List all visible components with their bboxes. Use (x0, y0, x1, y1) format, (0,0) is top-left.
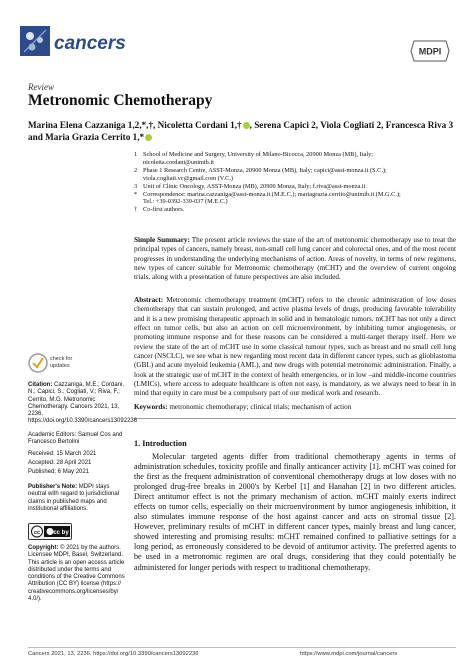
affiliation-text: Tel.: +39-0392-339-037 (M.E.C.) (143, 198, 228, 206)
affiliation-text: nicoletta.cordani@unimib.it (143, 158, 214, 166)
affiliation-number (134, 175, 143, 183)
publisher-note-text: MDPI stays neutral with regard to jurisdictional claims in published maps and institutional affiliations. (28, 484, 120, 512)
affiliation-text: Phase 1 Research Centre, ASST-Monza, 20900 Monza (MB), Italy; capici@asst-monza.it (S.C.); (143, 166, 387, 174)
mdpi-logo-icon (410, 40, 450, 62)
affiliation-row (134, 159, 454, 167)
journal-name: cancers (54, 33, 126, 54)
affiliation-number: 2 (134, 166, 138, 174)
publisher-note-label: Publisher's Note: (28, 484, 78, 490)
intro-paragraph (134, 452, 456, 573)
cc-by-icon (29, 524, 71, 539)
affiliation-row (134, 175, 454, 183)
abstract-text: Metronomic chemotherapy treatment (mCHT) refers to the chronic administration of low doses chemotherapy that can sustain prolonged, and active plasma levels of drugs, producing favorable tolerability and it is a new promising therapeutic approach in solid and in hematologic tumors. mCHT has not only a direct effect on tumor cells, but also an action on cell microenvironment, by inhibiting tumor angiogenesis, or promoting immune response and for these reasons can be considered a multi-target therapy itself. Here we review the state of the art of mCHT use in some classical tumour types, such as breast and no small cell lung cancer (NSCLC), we see what is new regarding most recent data in different cancer types, such as glioblastoma (GBL) and acute myeloid leukemia (AML), and new drugs with potential metronomic administration. Finally, a look at the strategic use of mCHT in the context of health emergencies, or in low –and middle-income countries (LMICs), where access to adequate healthcare is often not easy, is mandatory, as we always need to bear in in mind that equity in care must be a compulsory part of our medical work and research. (134, 296, 456, 398)
journal-logo-icon (20, 26, 50, 56)
authors-line-1: Marina Elena Cazzaniga 1,2,*,†, Nicoletta Cordani 1,† (28, 120, 242, 130)
affiliations (134, 151, 454, 214)
authors-line-1b: , Serena Capici 2, Viola Cogliati 2, Francesca Riva 3 (249, 120, 454, 130)
citation-text: Cazzaniga, M.E.; Cordani, N.; Capici, S.; Cogliati, V.; Riva, F.; Cerrito, M.G. Metronomic Chemotherapy. Cancers 2021, 13, 2236. https://doi.org/10.3390/cancers13092236 (28, 382, 138, 425)
affiliation-number: 3 (134, 182, 138, 190)
check-updates-label: check for updates (50, 356, 73, 369)
affiliation-row (134, 206, 454, 214)
copyright-text: © 2021 by the authors. Licensee MDPI, Basel, Switzerland. This article is an open access article distributed under the terms and conditions of the Creative Commons Attribution (CC BY) license (https:// creativecommons.org/licenses/by/ 4.0/). (28, 545, 125, 603)
affiliation-row (134, 183, 454, 191)
affiliation-row (134, 191, 454, 199)
abstract-label: Abstract: (134, 296, 164, 304)
affiliation-text: Unit of Clinic Oncology, ASST-Monza (MB), 20900 Monza, Italy; f.riva@asst-monza.it (143, 182, 366, 190)
received-date: Received: 15 March 2021 (28, 451, 97, 457)
affiliation-row (134, 167, 454, 175)
cc-by-text: cc by (53, 530, 69, 536)
academic-editors: Academic Editors: Samuel Cos and Francesco Bertolini (28, 432, 123, 446)
affiliation-text: viola.cogliati.vc@gmail.com (V.C.) (143, 174, 233, 182)
keywords-label: Keywords: (134, 403, 168, 411)
copyright-label: Copyright: (28, 545, 59, 551)
page-title: Metronomic Chemotherapy (28, 92, 213, 109)
affiliation-row (134, 198, 454, 206)
simple-summary-text: The present article reviews the state of the art of metronomic chemotherapy use to treat the principal types of cancers, namely breast, non-small cell lung cancer and colorectal ones, and of the most recent progresses in understanding the underlying mechanisms of action. Areas of novelty, in terms of new regimens, new types of cancer suitable for Metronomic chemotherapy (mCHT) and the overview of current ongoing trials, along with a presentation of future perspectives are also included. (134, 236, 457, 282)
affiliation-number: * (134, 190, 138, 198)
section-heading: 1. Introduction (134, 439, 187, 448)
cc-license-badge[interactable] (28, 523, 72, 540)
keywords (134, 403, 456, 412)
publisher-note (28, 484, 126, 513)
citation-label: Citation: (28, 382, 53, 388)
svg-text:cc: cc (33, 530, 41, 536)
check-updates-icon (28, 352, 48, 374)
affiliation-number (134, 198, 143, 206)
affiliation-text: Correspondence: marina.cazzaniga@asst-monza.it (M.E.C.); mariagrazia.cerrito@unimib.it (M.G.C.); (143, 190, 401, 198)
copyright (28, 545, 126, 603)
affiliation-number: † (134, 206, 138, 214)
affiliation-row (134, 151, 454, 159)
footer-journal-link[interactable]: https://www.mdpi.com/journal/cancers (300, 651, 398, 657)
intro-text: Molecular targeted agents differ from traditional chemotherapy agents in terms of administration schedules, toxicity profile and finally anticancer activity [1]. mCHT was coined for the first as the frequent administration of conventional chemotherapy drugs at low doses with no prolonged drug-free breaks in 2000's by Kerbel [1] and Hanahan [2] in two different articles. Direct antitumor effect is not the primary mechanism of action. mCHT mainly exerts indirect effects on tumor cells, especially on their microenvironment by tumor angiogenesis inhibition, it also stimulates immune response of the host against cancer and acts on stromal tissue [2]. However, preliminary results of mCHT in different cancer types, mainly breast and lung cancer, showed interesting and promising results: mCHT remained confined to palliative settings for a long period, as erroneously considered to be devoid of antitumor activity. The preferred agents to be used in a metronomic regimen are oral drugs, considering that they could potentially be administered for longer periods with respect to traditional chemotherapy. (134, 452, 456, 572)
article-type: Review (28, 82, 54, 92)
check-for-updates-button[interactable] (28, 352, 92, 376)
simple-summary-label: Simple Summary: (134, 236, 190, 244)
citation (28, 382, 138, 426)
orcid-icon[interactable] (243, 122, 250, 129)
footer-citation[interactable]: Cancers 2021, 13, 2236. https://doi.org/10.3390/cancers13092236 (28, 651, 199, 657)
keywords-text: metronomic chemotherapy; clinical trials; mechanism of action (169, 403, 352, 411)
affiliation-text: Co-first authors. (143, 206, 185, 214)
affiliation-number (134, 159, 143, 167)
abstract (134, 296, 456, 399)
divider (134, 418, 456, 419)
simple-summary (134, 236, 456, 283)
mdpi-logo-text: MDPI (418, 46, 442, 57)
affiliation-text: School of Medicine and Surgery, University of Milano-Bicocca, 20900 Monza (MB), Italy; (143, 151, 373, 158)
authors-line-2: and Maria Grazia Cerrito 1,* (28, 132, 145, 142)
author-list (28, 119, 458, 143)
published-date: Published: 6 May 2021 (28, 469, 90, 475)
footer-divider (28, 647, 456, 648)
accepted-date: Accepted: 28 April 2021 (28, 460, 92, 466)
orcid-icon[interactable] (145, 134, 152, 141)
affiliation-number: 1 (134, 151, 138, 158)
